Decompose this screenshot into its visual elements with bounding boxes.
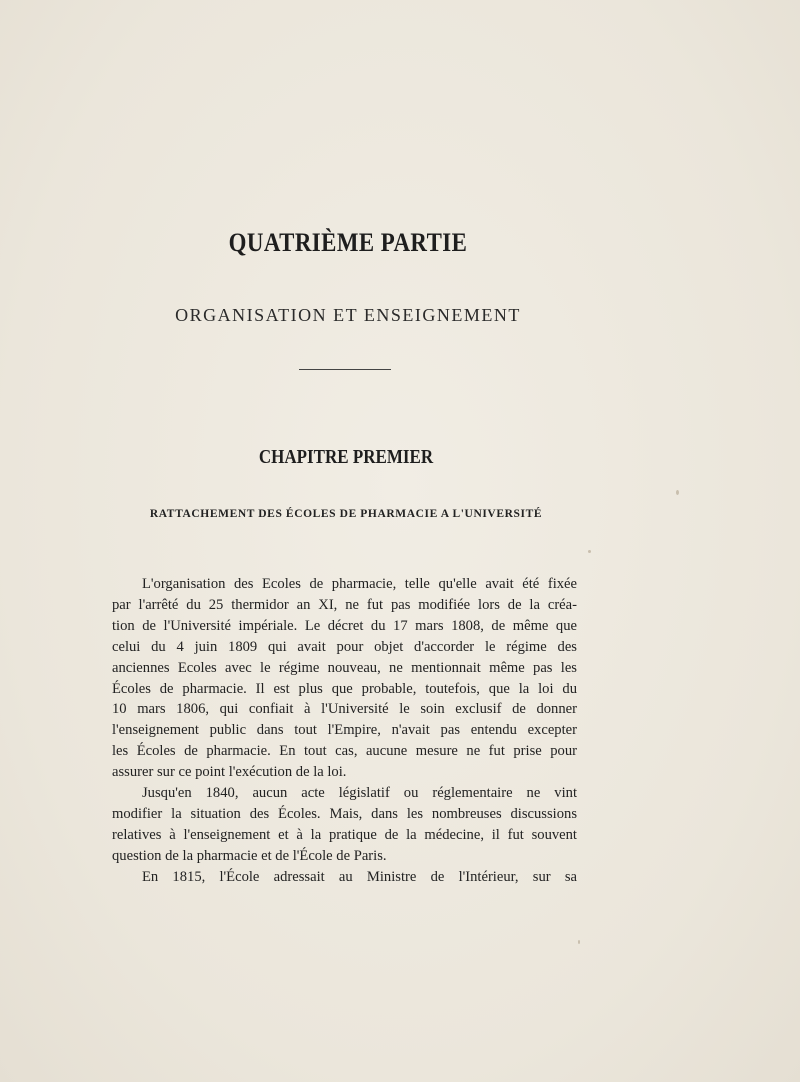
separator-rule	[299, 369, 391, 370]
text-line: anciennes Ecoles avec le régime nouveau, ne mentionnait même pas les	[112, 659, 577, 676]
text-line: les Écoles de pharmacie. En tout cas, aucune mesure ne fut prise pour	[112, 743, 577, 760]
text-line: l'enseignement public dans tout l'Empire, n'avait pas entendu excepter	[112, 722, 577, 739]
text-line: celui du 4 juin 1809 qui avait pour objet d'accorder le régime des	[112, 638, 577, 655]
text-line: par l'arrêté du 25 thermidor an XI, ne fut pas modifiée lors de la créa-	[112, 596, 577, 613]
paper-speck	[676, 490, 679, 495]
chapter-subtitle: RATTACHEMENT DES ÉCOLES DE PHARMACIE A L'UNIVERSITÉ	[149, 508, 543, 520]
text-line: modifier la situation des Écoles. Mais, dans les nombreuses discussions	[112, 805, 577, 822]
text-line: En 1815, l'École adressait au Ministre de l'Intérieur, sur sa	[142, 868, 577, 885]
part-title: QUATRIÈME PARTIE	[228, 228, 468, 257]
text-line: tion de l'Université impériale. Le décret du 17 mars 1808, de même que	[112, 617, 577, 634]
text-line: 10 mars 1806, qui confiait à l'Université le soin exclusif de donner	[112, 701, 577, 718]
part-subtitle: ORGANISATION ET ENSEIGNEMENT	[175, 305, 521, 325]
body-text	[112, 574, 577, 888]
text-line: question de la pharmacie et de l'École de Paris.	[112, 847, 387, 864]
text-line: Écoles de pharmacie. Il est plus que probable, toutefois, que la loi du	[112, 680, 577, 697]
chapter-title: CHAPITRE PREMIER	[258, 446, 434, 468]
text-line: Jusqu'en 1840, aucun acte législatif ou réglementaire ne vint	[142, 785, 577, 802]
paper-speck	[578, 940, 580, 944]
text-line: L'organisation des Ecoles de pharmacie, telle qu'elle avait été fixée	[142, 576, 577, 592]
paper-speck	[588, 550, 591, 553]
text-line: assurer sur ce point l'exécution de la loi.	[112, 764, 347, 781]
text-line: relatives à l'enseignement et à la pratique de la médecine, il fut souvent	[112, 826, 577, 843]
